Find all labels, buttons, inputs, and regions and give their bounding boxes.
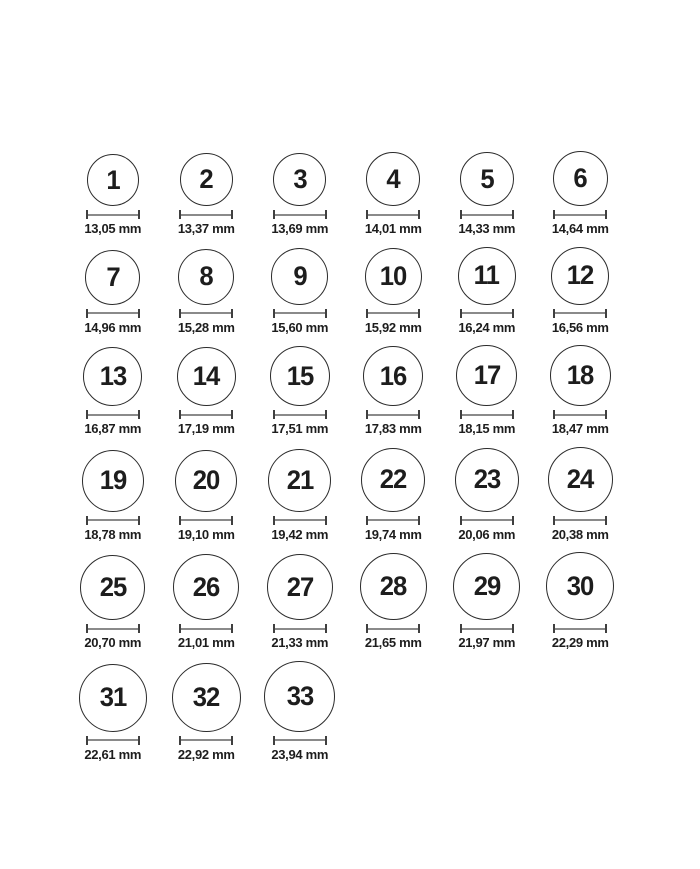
ring-size-cell	[160, 554, 254, 651]
diameter-dimension-line	[273, 410, 327, 419]
size-number: 11	[474, 260, 500, 291]
diameter-dimension-line	[179, 624, 233, 633]
ring-size-cell	[534, 345, 628, 437]
diameter-dimension-line	[553, 516, 607, 525]
size-number: 16	[379, 360, 407, 391]
size-row	[66, 345, 700, 437]
ring-size-cell	[440, 247, 534, 336]
diameter-dimension-line	[553, 410, 607, 419]
ring-size-cell	[347, 248, 441, 336]
diameter-dimension-line	[86, 410, 140, 419]
ring-size-cell	[160, 347, 254, 437]
size-circle	[82, 450, 144, 512]
size-number: 26	[192, 571, 220, 602]
size-circle	[456, 345, 517, 406]
diameter-label: 23,94 mm	[271, 746, 329, 762]
diameter-label: 19,42 mm	[271, 526, 329, 542]
diameter-dimension-line	[273, 210, 327, 219]
size-circle	[551, 247, 609, 305]
size-number: 3	[293, 164, 307, 194]
size-row	[66, 247, 700, 336]
ring-size-cell	[66, 555, 160, 651]
diameter-dimension-line	[273, 624, 327, 633]
diameter-dimension-line	[179, 516, 233, 525]
size-circle	[455, 448, 519, 512]
size-number: 19	[99, 465, 127, 496]
diameter-dimension-line	[273, 516, 327, 525]
diameter-label: 21,97 mm	[458, 635, 516, 651]
diameter-dimension-line	[366, 210, 420, 219]
diameter-dimension-line	[86, 309, 140, 318]
diameter-label: 13,37 mm	[177, 221, 235, 236]
size-number: 18	[566, 360, 594, 391]
size-circle	[361, 448, 425, 512]
diameter-label: 16,24 mm	[458, 319, 516, 335]
size-number: 6	[573, 163, 587, 193]
size-number: 14	[192, 361, 220, 392]
diameter-dimension-line	[179, 410, 233, 419]
ring-size-cell	[160, 249, 254, 336]
ring-size-cell	[66, 347, 160, 437]
size-number: 9	[293, 260, 307, 291]
size-number: 7	[106, 261, 120, 292]
size-number: 17	[473, 360, 501, 391]
diameter-label: 19,10 mm	[177, 526, 235, 542]
size-number: 22	[379, 464, 407, 495]
diameter-label: 18,78 mm	[84, 526, 142, 542]
size-circle	[550, 345, 611, 406]
diameter-label: 22,29 mm	[551, 635, 609, 651]
size-number: 13	[99, 361, 127, 392]
size-number: 20	[192, 465, 220, 496]
size-circle	[79, 664, 147, 732]
size-circle	[460, 152, 514, 206]
diameter-label: 16,56 mm	[551, 319, 609, 335]
diameter-dimension-line	[460, 210, 514, 219]
size-row	[66, 552, 700, 651]
diameter-label: 20,70 mm	[84, 635, 142, 651]
ring-size-cell	[347, 448, 441, 543]
diameter-dimension-line	[179, 309, 233, 318]
ring-size-cell	[347, 553, 441, 651]
ring-size-cell	[440, 553, 534, 651]
size-circle	[180, 153, 233, 206]
size-row	[66, 447, 700, 543]
diameter-label: 14,96 mm	[84, 319, 142, 335]
size-circle	[360, 553, 427, 620]
size-circle	[271, 248, 328, 305]
diameter-label: 17,83 mm	[364, 421, 422, 437]
size-circle	[553, 151, 608, 206]
size-row	[66, 661, 700, 763]
size-circle	[363, 346, 423, 406]
diameter-label: 21,01 mm	[177, 635, 235, 651]
ring-size-cell	[160, 153, 254, 237]
diameter-dimension-line	[86, 210, 140, 219]
diameter-dimension-line	[460, 410, 514, 419]
size-number: 15	[286, 360, 314, 391]
size-circle	[172, 663, 241, 732]
diameter-label: 22,92 mm	[177, 746, 235, 762]
diameter-label: 18,15 mm	[458, 421, 516, 437]
diameter-label: 21,33 mm	[271, 635, 329, 651]
diameter-dimension-line	[366, 516, 420, 525]
size-circle	[173, 554, 239, 620]
ring-size-cell	[160, 663, 254, 763]
size-circle	[175, 450, 237, 512]
ring-size-cell	[534, 447, 628, 543]
ring-size-cell	[66, 250, 160, 336]
diameter-dimension-line	[460, 309, 514, 318]
ring-size-cell	[253, 661, 347, 763]
diameter-label: 14,33 mm	[458, 221, 516, 236]
diameter-dimension-line	[460, 624, 514, 633]
diameter-label: 14,64 mm	[551, 221, 609, 236]
size-circle	[85, 250, 140, 305]
diameter-dimension-line	[86, 624, 140, 633]
size-number: 31	[99, 682, 127, 713]
diameter-dimension-line	[86, 736, 140, 745]
size-circle	[80, 555, 145, 620]
diameter-label: 18,47 mm	[551, 421, 609, 437]
diameter-dimension-line	[553, 210, 607, 219]
size-circle	[264, 661, 335, 732]
size-number: 4	[386, 163, 400, 194]
size-number: 12	[566, 260, 594, 291]
ring-size-cell	[253, 554, 347, 651]
ring-size-cell	[534, 552, 628, 651]
diameter-dimension-line	[273, 736, 327, 745]
size-circle	[83, 347, 142, 406]
size-number: 32	[192, 681, 220, 712]
size-circle	[458, 247, 516, 305]
diameter-dimension-line	[460, 516, 514, 525]
size-number: 10	[379, 260, 407, 291]
diameter-dimension-line	[553, 624, 607, 633]
diameter-label: 13,05 mm	[84, 221, 142, 236]
size-number: 25	[99, 572, 127, 603]
diameter-label: 15,92 mm	[364, 319, 422, 335]
diameter-label: 14,01 mm	[364, 221, 422, 236]
size-circle	[177, 347, 236, 406]
size-circle	[366, 152, 420, 206]
ring-size-cell	[440, 345, 534, 437]
ring-size-cell	[66, 664, 160, 763]
diameter-dimension-line	[366, 624, 420, 633]
ring-size-cell	[534, 151, 628, 237]
ring-size-cell	[253, 346, 347, 437]
diameter-label: 17,51 mm	[271, 421, 329, 437]
size-circle	[268, 449, 331, 512]
ring-size-cell	[253, 248, 347, 336]
size-number: 8	[199, 261, 213, 292]
size-circle	[273, 153, 326, 206]
diameter-label: 22,61 mm	[84, 746, 142, 762]
ring-size-cell	[347, 152, 441, 237]
size-circle	[270, 346, 330, 406]
diameter-label: 13,69 mm	[271, 221, 329, 236]
size-number: 2	[199, 164, 213, 194]
size-number: 30	[566, 570, 594, 601]
diameter-label: 19,74 mm	[364, 526, 422, 542]
size-number: 23	[473, 464, 501, 495]
size-number: 28	[379, 571, 407, 602]
size-circle	[178, 249, 234, 305]
size-circle	[87, 154, 139, 206]
size-circle	[546, 552, 614, 620]
size-circle	[365, 248, 422, 305]
diameter-dimension-line	[273, 309, 327, 318]
diameter-label: 16,87 mm	[84, 421, 142, 437]
size-circle	[267, 554, 333, 620]
diameter-dimension-line	[366, 410, 420, 419]
size-number: 27	[286, 571, 314, 602]
diameter-label: 15,60 mm	[271, 319, 329, 335]
ring-size-cell	[440, 448, 534, 543]
diameter-label: 20,06 mm	[458, 526, 516, 542]
diameter-label: 21,65 mm	[364, 635, 422, 651]
diameter-dimension-line	[179, 736, 233, 745]
ring-size-cell	[253, 153, 347, 237]
diameter-dimension-line	[553, 309, 607, 318]
size-circle	[453, 553, 520, 620]
ring-size-cell	[440, 152, 534, 237]
diameter-dimension-line	[366, 309, 420, 318]
size-number: 1	[106, 164, 120, 195]
size-row	[66, 151, 700, 237]
size-circle	[548, 447, 613, 512]
size-number: 33	[286, 680, 314, 711]
ring-size-cell	[347, 346, 441, 437]
ring-size-cell	[160, 450, 254, 543]
ring-size-cell	[66, 154, 160, 237]
size-number: 5	[480, 163, 494, 194]
size-number: 29	[473, 571, 501, 602]
diameter-label: 20,38 mm	[551, 526, 609, 542]
ring-size-cell	[534, 247, 628, 336]
diameter-dimension-line	[179, 210, 233, 219]
diameter-label: 17,19 mm	[177, 421, 235, 437]
ring-size-cell	[66, 450, 160, 543]
size-number: 24	[566, 463, 594, 494]
diameter-dimension-line	[86, 516, 140, 525]
size-number: 21	[286, 464, 314, 495]
ring-size-cell	[253, 449, 347, 543]
diameter-label: 15,28 mm	[177, 319, 235, 335]
